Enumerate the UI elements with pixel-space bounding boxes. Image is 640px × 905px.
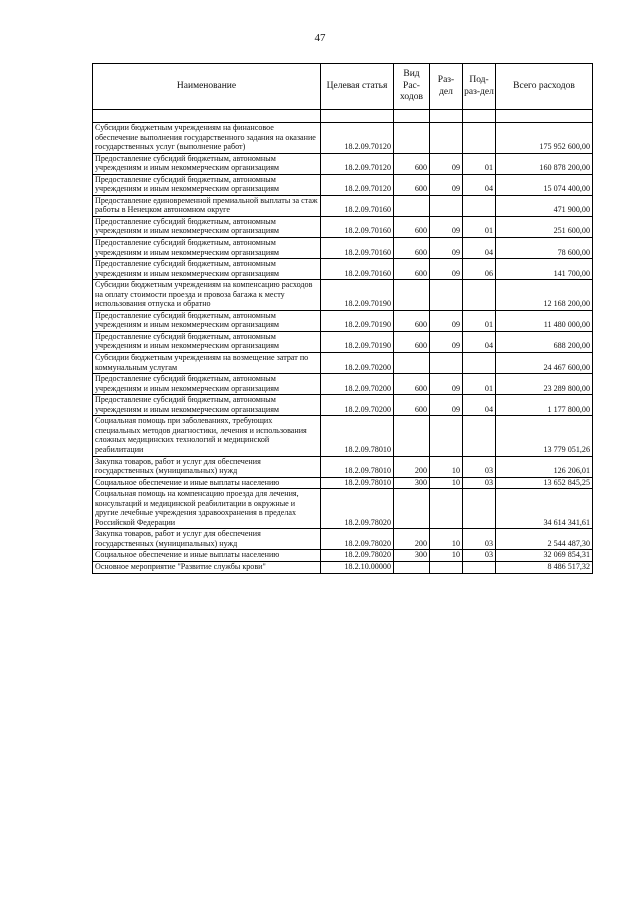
- cell-section: 10: [430, 477, 463, 489]
- cell-article: 18.2.09.78010: [321, 416, 394, 456]
- table-row: [93, 561, 593, 573]
- table-row: [93, 456, 593, 477]
- cell-subsection: [463, 353, 496, 374]
- header-article: Целевая статья: [321, 64, 394, 110]
- cell-section: 10: [430, 456, 463, 477]
- cell-type: 600: [394, 331, 430, 352]
- cell-subsection: 03: [463, 477, 496, 489]
- cell-article: 18.2.10.00000: [321, 561, 394, 573]
- cell-total: 15 074 400,00: [496, 174, 593, 195]
- cell-total: 251 600,00: [496, 216, 593, 237]
- table-row: [93, 529, 593, 550]
- cell-section: [430, 353, 463, 374]
- table-row: [93, 123, 593, 154]
- cell-type: 600: [394, 238, 430, 259]
- cell-total: 13 652 845,25: [496, 477, 593, 489]
- cell-article: 18.2.09.78020: [321, 529, 394, 550]
- cell-subsection: 04: [463, 174, 496, 195]
- cell-type: [394, 195, 430, 216]
- cell-name: Предоставление субсидий бюджетным, автономным учреждениям и иным некоммерческим организациям: [93, 310, 321, 331]
- budget-table: [92, 63, 593, 574]
- header-subsection: Под-раз-дел: [463, 64, 496, 110]
- cell-type: [394, 123, 430, 154]
- header-total: Всего расходов: [496, 64, 593, 110]
- cell-name: Предоставление субсидий бюджетным, автономным учреждениям и иным некоммерческим организациям: [93, 216, 321, 237]
- cell-type: 600: [394, 174, 430, 195]
- cell-type: [394, 416, 430, 456]
- cell-article: 18.2.09.70200: [321, 353, 394, 374]
- cell-article: 18.2.09.70120: [321, 123, 394, 154]
- cell-section: [430, 123, 463, 154]
- cell-article: 18.2.09.70120: [321, 153, 394, 174]
- table-row: [93, 216, 593, 237]
- cell-total: 32 069 854,31: [496, 550, 593, 562]
- cell-type: 600: [394, 216, 430, 237]
- cell-total: 78 600,00: [496, 238, 593, 259]
- cell-name: Предоставление субсидий бюджетным, автономным учреждениям и иным некоммерческим организациям: [93, 331, 321, 352]
- cell-article: 18.2.09.78010: [321, 477, 394, 489]
- cell-total: 24 467 600,00: [496, 353, 593, 374]
- table-row: [93, 550, 593, 562]
- table-row: [93, 416, 593, 456]
- cell-type: 600: [394, 374, 430, 395]
- cell-section: 09: [430, 153, 463, 174]
- cell-article: 18.2.09.78020: [321, 550, 394, 562]
- table-row: [93, 280, 593, 311]
- cell-subsection: 04: [463, 238, 496, 259]
- cell-name: Субсидии бюджетным учреждениям на возмещение затрат по коммунальным услугам: [93, 353, 321, 374]
- cell-article: 18.2.09.70190: [321, 331, 394, 352]
- cell-name: Закупка товаров, работ и услуг для обеспечения государственных (муниципальных) нужд: [93, 456, 321, 477]
- cell-section: [430, 561, 463, 573]
- cell-total: 13 779 051,26: [496, 416, 593, 456]
- cell-article: 18.2.09.70160: [321, 195, 394, 216]
- cell-subsection: 01: [463, 216, 496, 237]
- cell-article: 18.2.09.70120: [321, 174, 394, 195]
- cell-type: 600: [394, 310, 430, 331]
- cell-subsection: 06: [463, 259, 496, 280]
- cell-subsection: [463, 561, 496, 573]
- table-row: [93, 174, 593, 195]
- cell-subsection: 04: [463, 331, 496, 352]
- cell-type: [394, 280, 430, 311]
- cell-name: Предоставление единовременной премиальной выплаты за стаж работы в Ненецком автономном округе: [93, 195, 321, 216]
- table-row: [93, 395, 593, 416]
- cell-subsection: [463, 489, 496, 529]
- table-spacer-cell: [463, 110, 496, 123]
- cell-type: 600: [394, 259, 430, 280]
- cell-article: 18.2.09.70190: [321, 310, 394, 331]
- cell-name: Социальное обеспечение и иные выплаты населению: [93, 477, 321, 489]
- cell-article: 18.2.09.70160: [321, 216, 394, 237]
- cell-name: Субсидии бюджетным учреждениям на финансовое обеспечение выполнения государственного задания на оказание государственных услуг (выполнение работ): [93, 123, 321, 154]
- cell-subsection: [463, 280, 496, 311]
- table-row: [93, 374, 593, 395]
- cell-name: Предоставление субсидий бюджетным, автономным учреждениям и иным некоммерческим организациям: [93, 238, 321, 259]
- cell-name: Основное мероприятие "Развитие службы крови": [93, 561, 321, 573]
- table-row: [93, 195, 593, 216]
- cell-section: [430, 416, 463, 456]
- table-row: [93, 353, 593, 374]
- cell-section: 09: [430, 331, 463, 352]
- cell-total: 126 206,01: [496, 456, 593, 477]
- cell-section: [430, 489, 463, 529]
- cell-section: 09: [430, 216, 463, 237]
- table-spacer-cell: [394, 110, 430, 123]
- cell-name: Предоставление субсидий бюджетным, автономным учреждениям и иным некоммерческим организациям: [93, 259, 321, 280]
- cell-section: 09: [430, 310, 463, 331]
- cell-subsection: 04: [463, 395, 496, 416]
- table-header-row: [93, 64, 593, 110]
- header-section: Раз-дел: [430, 64, 463, 110]
- cell-section: [430, 195, 463, 216]
- table-row: [93, 477, 593, 489]
- cell-name: Субсидии бюджетным учреждениям на компенсацию расходов на оплату стоимости проезда и провоза багажа к месту использования отпуска и обратно: [93, 280, 321, 311]
- cell-section: 09: [430, 174, 463, 195]
- cell-type: 300: [394, 550, 430, 562]
- cell-type: [394, 353, 430, 374]
- table-spacer-row: [93, 110, 593, 123]
- cell-type: [394, 561, 430, 573]
- cell-name: Предоставление субсидий бюджетным, автономным учреждениям и иным некоммерческим организациям: [93, 374, 321, 395]
- cell-name: Предоставление субсидий бюджетным, автономным учреждениям и иным некоммерческим организациям: [93, 395, 321, 416]
- cell-article: 18.2.09.70190: [321, 280, 394, 311]
- cell-name: Социальное обеспечение и иные выплаты населению: [93, 550, 321, 562]
- cell-subsection: 01: [463, 310, 496, 331]
- cell-total: 34 614 341,61: [496, 489, 593, 529]
- cell-article: 18.2.09.78020: [321, 489, 394, 529]
- cell-section: [430, 280, 463, 311]
- cell-total: 175 952 600,00: [496, 123, 593, 154]
- table-row: [93, 259, 593, 280]
- cell-total: 688 200,00: [496, 331, 593, 352]
- cell-total: 2 544 487,30: [496, 529, 593, 550]
- cell-type: 200: [394, 456, 430, 477]
- cell-article: 18.2.09.70160: [321, 259, 394, 280]
- cell-type: [394, 489, 430, 529]
- table-spacer-cell: [93, 110, 321, 123]
- table-row: [93, 331, 593, 352]
- cell-type: 300: [394, 477, 430, 489]
- cell-subsection: 03: [463, 550, 496, 562]
- cell-name: Предоставление субсидий бюджетным, автономным учреждениям и иным некоммерческим организациям: [93, 174, 321, 195]
- cell-total: 12 168 200,00: [496, 280, 593, 311]
- cell-total: 11 480 000,00: [496, 310, 593, 331]
- cell-name: Предоставление субсидий бюджетным, автономным учреждениям и иным некоммерческим организациям: [93, 153, 321, 174]
- header-expense-type: Вид Рас-ходов: [394, 64, 430, 110]
- cell-section: 09: [430, 238, 463, 259]
- cell-total: 471 900,00: [496, 195, 593, 216]
- table-row: [93, 238, 593, 259]
- cell-total: 1 177 800,00: [496, 395, 593, 416]
- cell-subsection: 01: [463, 374, 496, 395]
- cell-section: 09: [430, 374, 463, 395]
- cell-section: 09: [430, 259, 463, 280]
- table-spacer-cell: [321, 110, 394, 123]
- table-row: [93, 310, 593, 331]
- cell-article: 18.2.09.78010: [321, 456, 394, 477]
- cell-name: Социальная помощь на компенсацию проезда для лечения, консультаций и медицинской реабилитации в окружные и другие лечебные учреждения здравоохранения в пределах Российской Федерации: [93, 489, 321, 529]
- cell-subsection: 01: [463, 153, 496, 174]
- cell-article: 18.2.09.70160: [321, 238, 394, 259]
- cell-total: 8 486 517,32: [496, 561, 593, 573]
- table-spacer-cell: [496, 110, 593, 123]
- cell-total: 141 700,00: [496, 259, 593, 280]
- table-row: [93, 153, 593, 174]
- cell-subsection: 03: [463, 529, 496, 550]
- cell-subsection: [463, 123, 496, 154]
- cell-section: 10: [430, 550, 463, 562]
- cell-subsection: [463, 416, 496, 456]
- cell-type: 600: [394, 395, 430, 416]
- cell-total: 23 289 800,00: [496, 374, 593, 395]
- cell-name: Закупка товаров, работ и услуг для обеспечения государственных (муниципальных) нужд: [93, 529, 321, 550]
- cell-section: 10: [430, 529, 463, 550]
- cell-total: 160 878 200,00: [496, 153, 593, 174]
- cell-subsection: 03: [463, 456, 496, 477]
- cell-article: 18.2.09.70200: [321, 374, 394, 395]
- table-spacer-cell: [430, 110, 463, 123]
- table-row: [93, 489, 593, 529]
- cell-name: Социальная помощь при заболеваниях, требующих специальных методов диагностики, лечения и использования сложных медицинских технологий и медицинской реабилитации: [93, 416, 321, 456]
- cell-section: 09: [430, 395, 463, 416]
- cell-subsection: [463, 195, 496, 216]
- cell-type: 200: [394, 529, 430, 550]
- header-name: Наименование: [93, 64, 321, 110]
- cell-type: 600: [394, 153, 430, 174]
- page-number: 47: [314, 32, 326, 44]
- cell-article: 18.2.09.70200: [321, 395, 394, 416]
